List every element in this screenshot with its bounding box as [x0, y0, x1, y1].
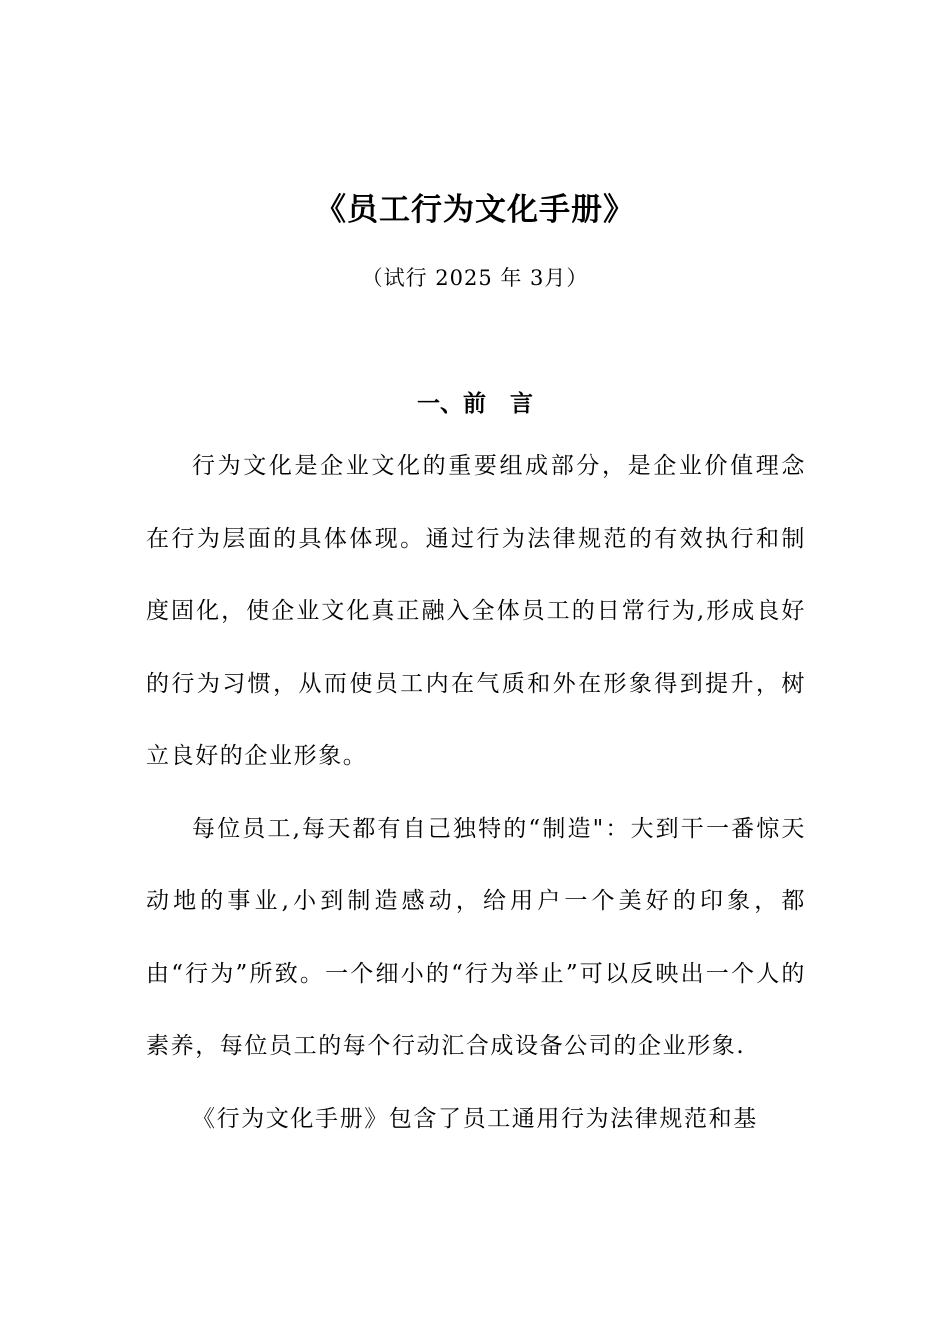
paragraph-daily-behavior: 每位员工,每天都有自己独特的“制造"：大到干一番惊天动地的事业,小到制造感动，给用户一个美好的印象，都由“行为”所致。一个细小的“行为举止”可以反映出一个人的素养，每位员工的每个行动汇合成设备公司的企业形象.: [146, 815, 806, 1059]
paragraph-handbook-contents: 《行为文化手册》包含了员工通用行为法律规范和基: [192, 1105, 758, 1132]
paragraph-intro: 行为文化是企业文化的重要组成部分，是企业价值理念在行为层面的具体体现。通过行为法律规范的有效执行和制度固化，使企业文化真正融入全体员工的日常行为,形成良好的行为习惯，从而使员工内在气质和外在形象得到提升，树立良好的企业形象。: [146, 453, 806, 769]
section-body: [146, 430, 806, 1155]
document-subtitle: （试行 2025 年 3月）: [361, 266, 589, 290]
document-title: 《员工行为文化手册》: [315, 192, 635, 228]
section-heading: 一、前 言: [416, 391, 533, 417]
